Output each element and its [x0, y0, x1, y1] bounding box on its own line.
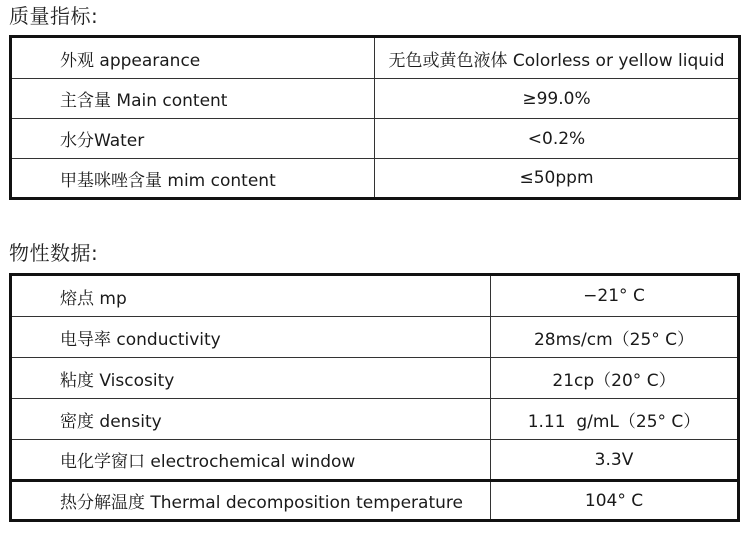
quality-value-mim-content: ≤50ppm	[375, 159, 740, 199]
physical-data-heading: 物性数据:	[9, 241, 99, 265]
table-row	[11, 481, 739, 521]
physical-value-viscosity: 21cp（20° C）	[491, 358, 739, 399]
quality-value-main-content: ≥99.0%	[375, 79, 740, 119]
quality-label-mim-content: 甲基咪唑含量 mim content	[11, 159, 375, 199]
quality-value-water: <0.2%	[375, 119, 740, 159]
physical-label-electrochemical-window: 电化学窗口 electrochemical window	[11, 440, 491, 481]
table-row	[11, 399, 739, 440]
table-row	[11, 119, 740, 159]
physical-label-conductivity: 电导率 conductivity	[11, 317, 491, 358]
physical-label-thermal-decomposition: 热分解温度 Thermal decomposition temperature	[11, 481, 491, 521]
physical-value-mp: −21° C	[583, 286, 645, 306]
physical-data-table	[9, 273, 740, 522]
physical-value-electrochemical-window: 3.3V	[491, 440, 739, 481]
quality-indicators-table	[9, 35, 741, 200]
physical-value-conductivity: 28ms/cm（25° C）	[491, 317, 739, 358]
physical-value-density: 1.11 g/mL（25° C）	[491, 399, 739, 440]
table-row	[11, 275, 739, 317]
table-row	[11, 440, 739, 481]
physical-label-viscosity: 粘度 Viscosity	[11, 358, 491, 399]
table-row	[11, 358, 739, 399]
physical-label-density: 密度 density	[11, 399, 491, 440]
physical-value-thermal-decomposition: 104° C	[491, 481, 739, 521]
table-row	[11, 79, 740, 119]
table-row	[11, 317, 739, 358]
table-row	[11, 159, 740, 199]
table-row	[11, 37, 740, 79]
quality-value-appearance: 无色或黄色液体 Colorless or yellow liquid	[388, 50, 725, 71]
quality-label-water: 水分Water	[11, 119, 375, 159]
quality-label-appearance: 外观 appearance	[11, 37, 375, 79]
quality-indicators-heading: 质量指标:	[9, 4, 99, 28]
physical-label-mp: 熔点 mp	[11, 275, 491, 317]
quality-label-main-content: 主含量 Main content	[11, 79, 375, 119]
